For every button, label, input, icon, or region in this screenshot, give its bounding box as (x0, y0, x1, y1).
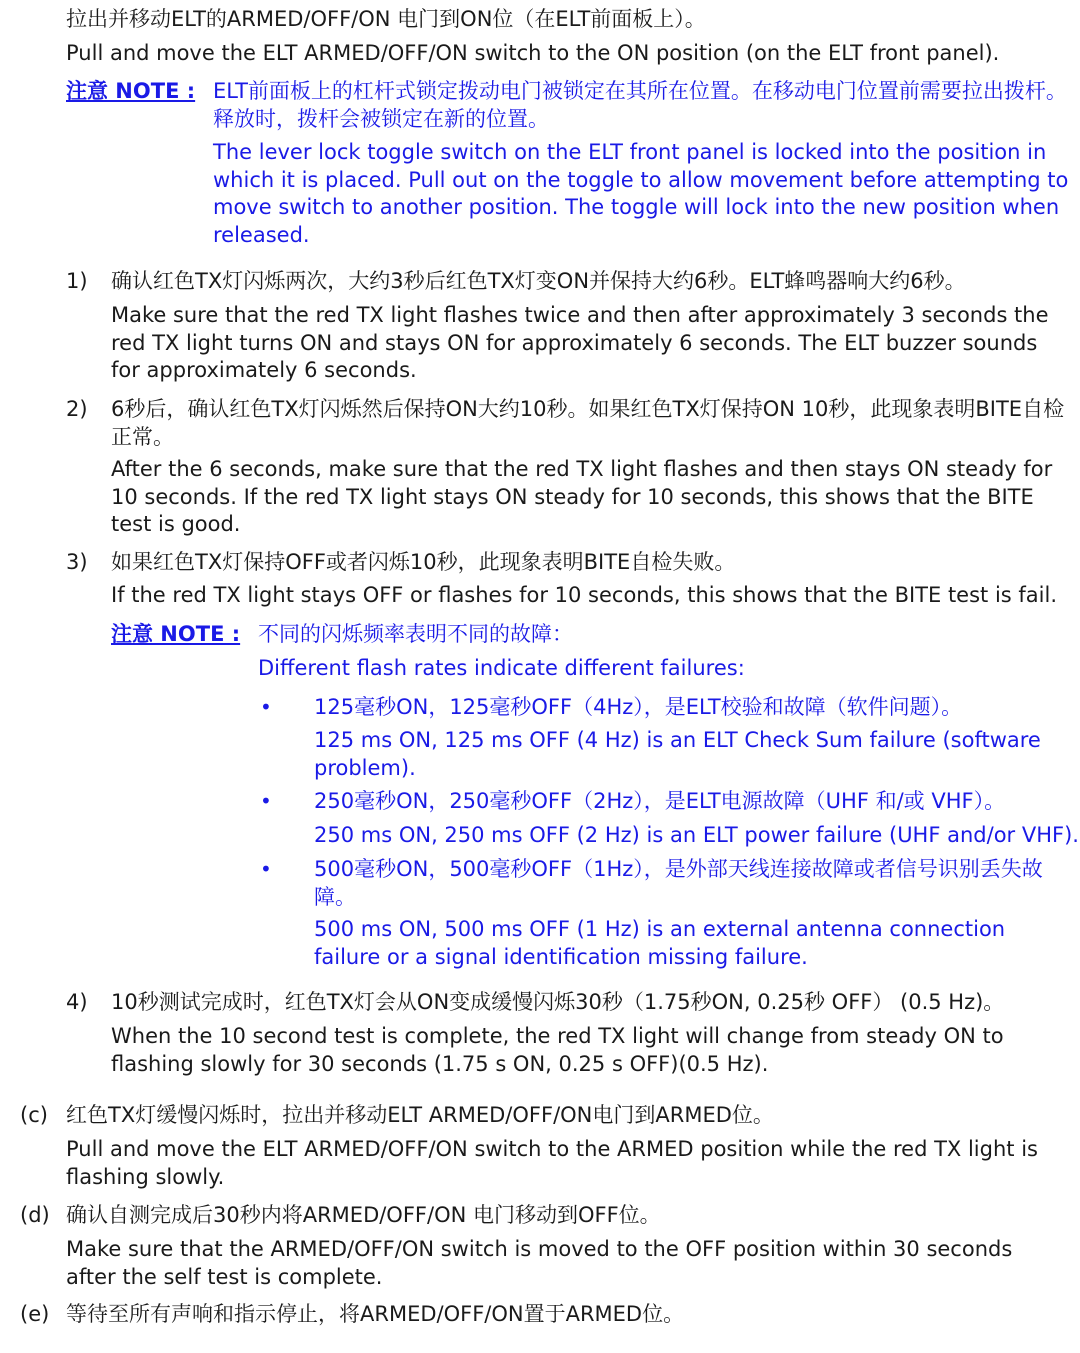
bullet-icon: • (260, 695, 272, 719)
substep-en: Pull and move the ELT ARMED/OFF/ON switch to the ARMED position while the red TX light is flashing slowly. (66, 1137, 1038, 1189)
bullet-icon: • (260, 857, 272, 881)
step-number: 2) (66, 397, 88, 421)
note1-en: The lever lock toggle switch on the ELT front panel is locked into the position in which it is placed. Pull out on the toggle to allow movement before attempting to move switch to another position. The toggle will lock into the new position when released. (213, 140, 1069, 247)
substep-letter: (d) (20, 1203, 50, 1227)
bullet-en: 500 ms ON, 500 ms OFF (1 Hz) is an external antenna connection failure or a signal identification missing failure. (314, 917, 1006, 969)
bullet-zh: 500毫秒ON，500毫秒OFF（1Hz），是外部天线连接故障或者信号识别丢失故障。 (314, 857, 1043, 909)
step-number: 3) (66, 550, 88, 574)
substep-en: Make sure that the ARMED/OFF/ON switch is moved to the OFF position within 30 seconds after the self test is complete. (66, 1237, 1013, 1289)
substep-zh: 红色TX灯缓慢闪烁时，拉出并移动ELT ARMED/OFF/ON电门到ARMED位。 (66, 1103, 774, 1127)
note1-zh: ELT前面板上的杠杆式锁定拨动电门被锁定在其所在位置。在移动电门位置前需要拉出拨杆。释放时，拨杆会被锁定在新的位置。 (213, 79, 1067, 131)
substep-zh: 确认自测完成后30秒内将ARMED/OFF/ON 电门移动到OFF位。 (66, 1203, 661, 1227)
step-number: 1) (66, 269, 88, 293)
bullet-en: 125 ms ON, 125 ms OFF (4 Hz) is an ELT Check Sum failure (software problem). (314, 728, 1041, 780)
substep-letter: (c) (20, 1103, 48, 1127)
step-zh: 10秒测试完成时，红色TX灯会从ON变成缓慢闪烁30秒（1.75秒ON, 0.25秒 OFF） (0.5 Hz)。 (111, 990, 1005, 1014)
step-en: When the 10 second test is complete, the red TX light will change from steady ON to flashing slowly for 30 seconds (1.75 s ON, 0.25 s OFF)(0.5 Hz). (111, 1024, 1004, 1076)
intro-zh: 拉出并移动ELT的ARMED/OFF/ON 电门到ON位（在ELT前面板上）。 (66, 7, 706, 31)
substep-letter: (e) (20, 1302, 50, 1326)
note2-en: Different flash rates indicate different failures: (258, 656, 745, 680)
step-zh: 如果红色TX灯保持OFF或者闪烁10秒，此现象表明BITE自检失败。 (111, 550, 736, 574)
step-en: If the red TX light stays OFF or flashes for 10 seconds, this shows that the BITE test is fail. (111, 583, 1058, 607)
bullet-en: 250 ms ON, 250 ms OFF (2 Hz) is an ELT power failure (UHF and/or VHF). (314, 823, 1079, 847)
note-label: 注意 NOTE : (111, 622, 241, 646)
intro-en: Pull and move the ELT ARMED/OFF/ON switch to the ON position (on the ELT front panel). (66, 41, 1000, 65)
step-zh: 6秒后，确认红色TX灯闪烁然后保持ON大约10秒。如果红色TX灯保持ON 10秒，此现象表明BITE自检正常。 (111, 397, 1065, 449)
step-en: Make sure that the red TX light flashes twice and then after approximately 3 seconds the red TX light turns ON and stays ON for approximately 6 seconds. The ELT buzzer sounds for approximately 6 seconds. (111, 303, 1049, 382)
bullet-zh: 125毫秒ON，125毫秒OFF（4Hz），是ELT校验和故障（软件问题）。 (314, 695, 963, 719)
note2-zh: 不同的闪烁频率表明不同的故障： (258, 622, 573, 646)
bullet-zh: 250毫秒ON，250毫秒OFF（2Hz），是ELT电源故障（UHF 和/或 VHF）。 (314, 789, 1006, 813)
step-zh: 确认红色TX灯闪烁两次，大约3秒后红色TX灯变ON并保持大约6秒。ELT蜂鸣器响大约6秒。 (111, 269, 966, 293)
step-en: After the 6 seconds, make sure that the red TX light flashes and then stays ON steady for 10 seconds. If the red TX light stays ON steady for 10 seconds, this shows that the BITE test is good. (111, 457, 1053, 536)
step-number: 4) (66, 990, 88, 1014)
substep-zh: 等待至所有声响和指示停止，将ARMED/OFF/ON置于ARMED位。 (66, 1302, 685, 1326)
bullet-icon: • (260, 789, 272, 813)
note-label: 注意 NOTE : (66, 79, 196, 103)
